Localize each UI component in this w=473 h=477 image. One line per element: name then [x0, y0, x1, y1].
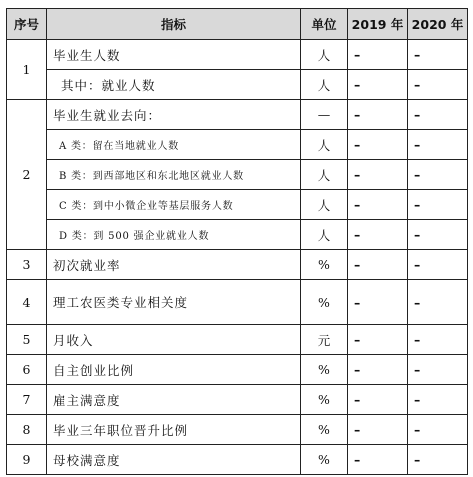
unit-cell: 人: [301, 160, 348, 190]
value-2020-cell: –: [408, 445, 468, 475]
value-2020-cell: –: [408, 100, 468, 130]
row-number: 8: [7, 415, 47, 445]
value-2020-cell: –: [408, 280, 468, 325]
row-number: 5: [7, 325, 47, 355]
unit-cell: %: [301, 415, 348, 445]
value-2019-cell: –: [348, 250, 408, 280]
table-row: [7, 160, 468, 190]
table-row: [7, 250, 468, 280]
value-2019-cell: –: [348, 40, 408, 70]
value-2019-cell: –: [348, 190, 408, 220]
row-number: 1: [7, 40, 47, 100]
value-2019-cell: –: [348, 325, 408, 355]
value-2020-cell: –: [408, 325, 468, 355]
indicator-cell: 毕业生人数: [47, 40, 301, 70]
value-2019-cell: –: [348, 445, 408, 475]
unit-cell: %: [301, 385, 348, 415]
row-number: 9: [7, 445, 47, 475]
value-2019-cell: –: [348, 100, 408, 130]
indicator-cell: 毕业三年职位晋升比例: [47, 415, 301, 445]
employment-indicator-table: [6, 8, 468, 475]
indicator-cell: 理工农医类专业相关度: [47, 280, 301, 325]
indicator-cell: 自主创业比例: [47, 355, 301, 385]
header-row: [7, 9, 468, 40]
value-2020-cell: –: [408, 385, 468, 415]
value-2019-cell: –: [348, 355, 408, 385]
table-row: [7, 445, 468, 475]
value-2019-cell: –: [348, 160, 408, 190]
value-2019-cell: –: [348, 220, 408, 250]
table-row: [7, 220, 468, 250]
indicator-cell: 雇主满意度: [47, 385, 301, 415]
header-indicator: 指标: [47, 9, 301, 40]
unit-cell: —: [301, 100, 348, 130]
unit-cell: %: [301, 355, 348, 385]
table-row: [7, 40, 468, 70]
indicator-cell: A 类：留在当地就业人数: [47, 130, 301, 160]
value-2020-cell: –: [408, 40, 468, 70]
header-no: 序号: [7, 9, 47, 40]
value-2020-cell: –: [408, 70, 468, 100]
unit-cell: %: [301, 445, 348, 475]
value-2019-cell: –: [348, 385, 408, 415]
unit-cell: 人: [301, 130, 348, 160]
row-number: 4: [7, 280, 47, 325]
table-row: [7, 100, 468, 130]
header-2020: 2020 年: [408, 9, 468, 40]
value-2020-cell: –: [408, 160, 468, 190]
unit-cell: %: [301, 280, 348, 325]
table-row: [7, 70, 468, 100]
unit-cell: %: [301, 250, 348, 280]
indicator-cell: 毕业生就业去向：: [47, 100, 301, 130]
header-2019: 2019 年: [348, 9, 408, 40]
row-number: 3: [7, 250, 47, 280]
value-2019-cell: –: [348, 70, 408, 100]
header-unit: 单位: [301, 9, 348, 40]
value-2020-cell: –: [408, 355, 468, 385]
table-row: [7, 325, 468, 355]
value-2020-cell: –: [408, 250, 468, 280]
row-number: 7: [7, 385, 47, 415]
indicator-cell: D 类：到 500 强企业就业人数: [47, 220, 301, 250]
indicator-cell: C 类：到中小微企业等基层服务人数: [47, 190, 301, 220]
unit-cell: 元: [301, 325, 348, 355]
table-row: [7, 415, 468, 445]
unit-cell: 人: [301, 70, 348, 100]
indicator-cell: 初次就业率: [47, 250, 301, 280]
row-number: 6: [7, 355, 47, 385]
value-2020-cell: –: [408, 415, 468, 445]
value-2019-cell: –: [348, 130, 408, 160]
value-2020-cell: –: [408, 190, 468, 220]
unit-cell: 人: [301, 220, 348, 250]
table-row: [7, 385, 468, 415]
indicator-cell: 其中：就业人数: [47, 70, 301, 100]
indicator-cell: 月收入: [47, 325, 301, 355]
table-row: [7, 130, 468, 160]
value-2019-cell: –: [348, 280, 408, 325]
table-row: [7, 355, 468, 385]
indicator-cell: 母校满意度: [47, 445, 301, 475]
table-row: [7, 190, 468, 220]
row-number: 2: [7, 100, 47, 250]
indicator-cell: B 类：到西部地区和东北地区就业人数: [47, 160, 301, 190]
unit-cell: 人: [301, 190, 348, 220]
table-row: [7, 280, 468, 325]
value-2020-cell: –: [408, 130, 468, 160]
value-2020-cell: –: [408, 220, 468, 250]
unit-cell: 人: [301, 40, 348, 70]
value-2019-cell: –: [348, 415, 408, 445]
